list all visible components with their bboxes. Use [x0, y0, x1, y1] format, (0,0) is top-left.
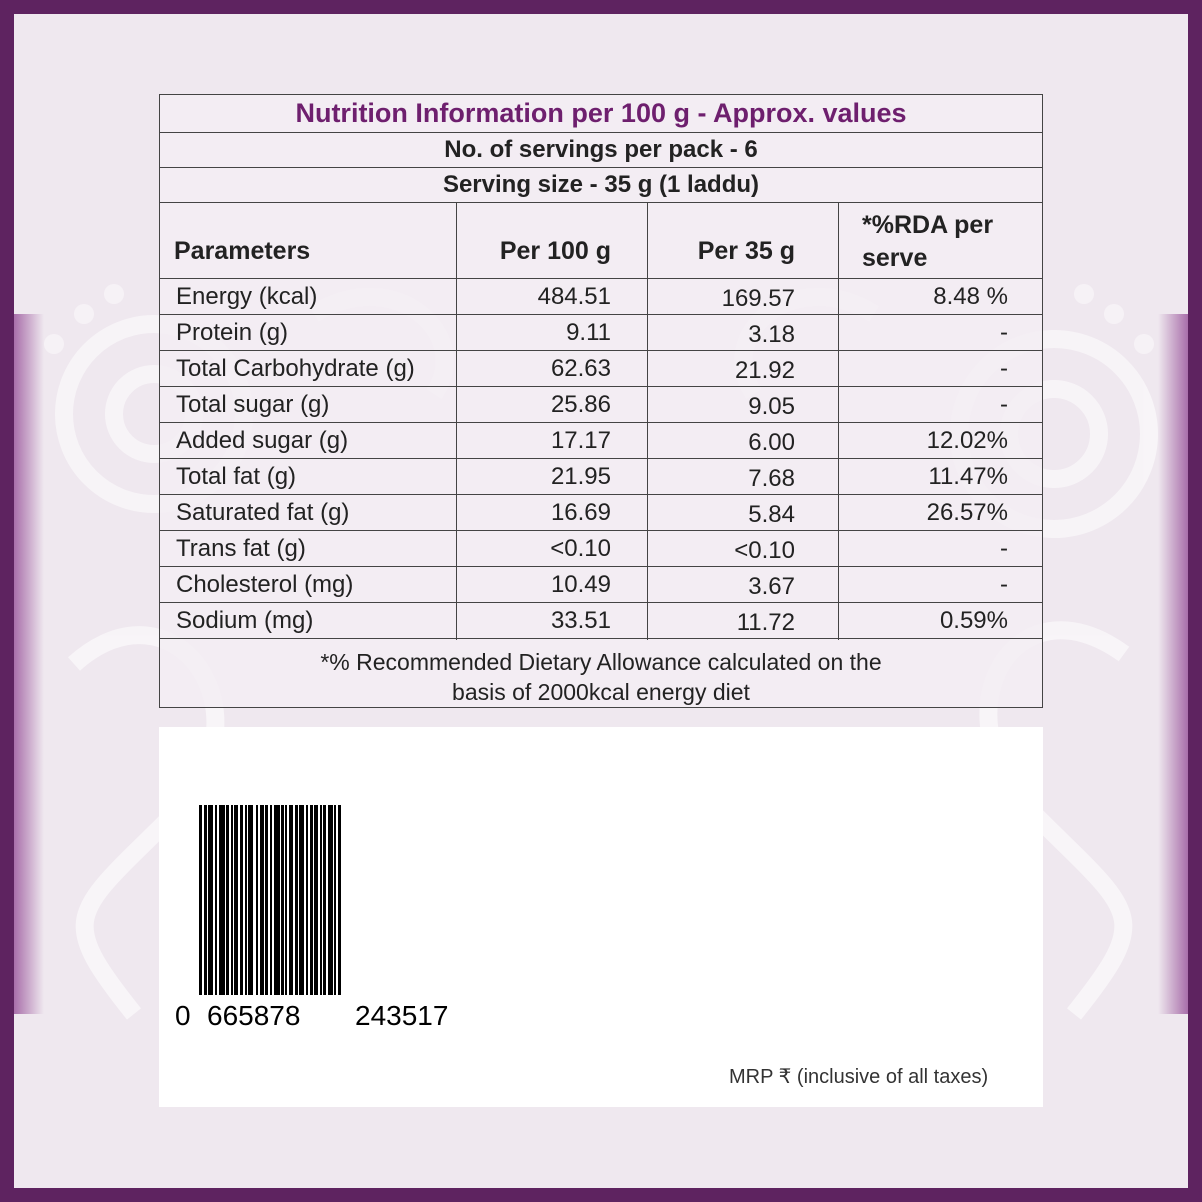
table-row: [160, 567, 1042, 603]
cell-per-100g: 21.95: [550, 463, 611, 490]
cell-per-35g: 5.84: [748, 501, 795, 528]
cell-rda: -: [1000, 571, 1008, 598]
cell-per-100g: 33.51: [550, 607, 611, 634]
header-parameters: Parameters: [174, 237, 311, 265]
cell-parameter: Total fat (g): [176, 463, 297, 490]
barcode-bar: [320, 805, 322, 995]
cell-rda: -: [1000, 355, 1008, 382]
cell-parameter: Total sugar (g): [176, 391, 330, 418]
cell-per-100g: <0.10: [550, 535, 611, 562]
barcode-bar: [226, 805, 229, 995]
servings-per-pack: No. of servings per pack - 6: [160, 133, 1042, 168]
cell-parameter: Saturated fat (g): [176, 499, 350, 526]
cell-rda: 12.02%: [926, 427, 1008, 454]
barcode-bar: [306, 805, 308, 995]
cell-parameter: Protein (g): [176, 319, 289, 346]
barcode-bar: [219, 805, 225, 995]
barcode-bar: [245, 805, 247, 995]
table-row: [160, 279, 1042, 315]
barcode-bar: [314, 805, 318, 995]
cell-rda: -: [1000, 535, 1008, 562]
decorative-edge-left: [14, 314, 44, 1014]
cell-per-100g: 62.63: [550, 355, 611, 382]
barcode-bar: [270, 805, 272, 995]
cell-per-100g: 16.69: [550, 499, 611, 526]
cell-parameter: Trans fat (g): [176, 535, 306, 562]
barcode-digits-right: 243517: [355, 1000, 449, 1027]
header-per-35g: Per 35 g: [697, 237, 795, 265]
barcode-bar: [256, 805, 258, 995]
cell-per-35g: 7.68: [748, 465, 795, 492]
cell-rda: 11.47%: [928, 463, 1008, 490]
barcode-bar: [248, 805, 253, 995]
decorative-edge-right: [1158, 314, 1188, 1014]
barcode-bar: [323, 805, 326, 995]
table-row: [160, 351, 1042, 387]
cell-per-35g: <0.10: [734, 537, 795, 564]
cell-parameter: Cholesterol (mg): [176, 571, 354, 598]
cell-parameter: Energy (kcal): [176, 283, 318, 310]
barcode-bar: [260, 805, 264, 995]
cell-per-100g: 17.17: [550, 427, 611, 454]
barcode-bar: [281, 805, 284, 995]
nutrition-title: Nutrition Information per 100 g - Approx. values: [160, 95, 1042, 133]
cell-per-35g: 3.18: [748, 321, 795, 348]
cell-rda: 26.57%: [926, 499, 1008, 526]
barcode-bar: [295, 805, 298, 995]
cell-per-100g: 10.49: [550, 571, 611, 598]
header-rda: *%RDA per serve: [862, 211, 994, 272]
barcode-digit-first: 0: [175, 1000, 191, 1027]
header-per-100g: Per 100 g: [499, 237, 611, 265]
barcode-bar: [215, 805, 217, 995]
cell-parameter: Total Carbohydrate (g): [176, 355, 415, 382]
cell-per-100g: 484.51: [537, 283, 611, 310]
cell-per-35g: 3.67: [748, 573, 795, 600]
barcode-bar: [299, 805, 304, 995]
nutrition-table: [159, 94, 1043, 708]
cell-rda: -: [1000, 319, 1008, 346]
barcode-bar: [231, 805, 233, 995]
barcode-bar: [240, 805, 243, 995]
table-row: [160, 315, 1042, 351]
cell-per-35g: 11.72: [736, 609, 795, 636]
barcode-bar: [208, 805, 213, 995]
barcode-bar: [199, 805, 202, 995]
cell-rda: -: [1000, 391, 1008, 418]
barcode-image: [173, 805, 483, 1027]
table-row: [160, 531, 1042, 567]
barcode-bar: [274, 805, 280, 995]
barcode-bar: [285, 805, 287, 995]
cell-per-35g: 9.05: [748, 393, 795, 420]
rda-footnote: [160, 647, 1042, 707]
table-row: [160, 459, 1042, 495]
cell-parameter: Sodium (mg): [176, 607, 314, 634]
cell-per-35g: 6.00: [748, 429, 795, 456]
barcode-digits-left: 665878: [207, 1000, 301, 1027]
table-row: [160, 387, 1042, 423]
cell-rda: 8.48 %: [933, 283, 1008, 310]
cell-rda: 0.59%: [939, 607, 1008, 634]
table-row: [160, 495, 1042, 531]
cell-per-100g: 9.11: [566, 319, 611, 346]
cell-per-100g: 25.86: [550, 391, 611, 418]
barcode-bar: [310, 805, 313, 995]
barcode-bar: [328, 805, 333, 995]
barcode-bar: [265, 805, 268, 995]
footnote-line-2: basis of 2000kcal energy diet: [452, 679, 750, 705]
cell-per-35g: 21.92: [734, 357, 795, 384]
table-row: [160, 423, 1042, 459]
barcode-bar: [289, 805, 293, 995]
table-row: [160, 603, 1042, 639]
barcode-bar: [204, 805, 207, 995]
footnote-line-1: *% Recommended Dietary Allowance calculated on the: [320, 649, 882, 675]
barcode-bar: [234, 805, 238, 995]
barcode-panel: [159, 727, 1043, 1107]
mrp-label: MRP ₹ (inclusive of all taxes): [729, 1066, 989, 1088]
barcode-bar: [334, 805, 336, 995]
serving-size: Serving size - 35 g (1 laddu): [160, 168, 1042, 203]
barcode-bar: [338, 805, 341, 995]
cell-per-35g: 169.57: [721, 285, 795, 312]
cell-parameter: Added sugar (g): [176, 427, 349, 454]
